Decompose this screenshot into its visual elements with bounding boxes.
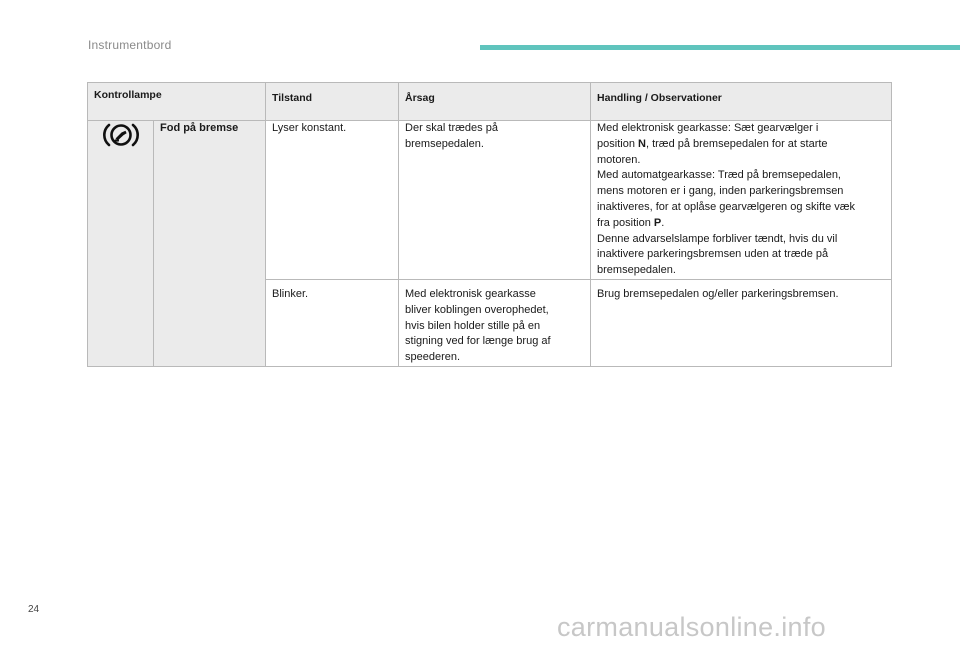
- row1-action: [591, 121, 892, 280]
- page-number: 24: [28, 604, 40, 615]
- row1-cause-line: Der skal trædes på: [405, 122, 498, 134]
- warning-lamp-table: [87, 82, 892, 367]
- row1-action-line: position N, træd på bremsepedalen for at starte: [597, 137, 828, 150]
- row2-cause-line: bliver koblingen overophedet,: [405, 303, 549, 316]
- row1-action-line: Denne advarselslampe forbliver tændt, hvis du vil: [597, 232, 838, 245]
- row1-state: Lyser konstant.: [266, 121, 399, 280]
- row2-cause-line: Med elektronisk gearkasse: [405, 287, 536, 300]
- row2-action-line: Brug bremsepedalen og/eller parkeringsbremsen.: [597, 287, 839, 300]
- gear-position-n: N: [638, 137, 646, 150]
- row1-action-line: bremsepedalen.: [597, 264, 676, 277]
- row1-cause: [399, 121, 591, 280]
- row1-action-line: inaktivere parkeringsbremsen uden at træde på: [597, 248, 829, 261]
- row2-cause-line: speederen.: [405, 351, 461, 364]
- lamp-name: Fod på bremse: [154, 121, 266, 367]
- column-header-arsag: Årsag: [399, 83, 591, 121]
- row1-cause-line: bremsepedalen.: [405, 137, 484, 150]
- row1-action-line: fra position P.: [597, 216, 665, 229]
- row2-cause-line: stigning ved for længe brug af: [405, 335, 551, 348]
- foot-on-brake-warning-icon: [101, 121, 141, 149]
- column-header-kontrollampe: Kontrollampe: [88, 83, 266, 121]
- gear-position-p: P: [653, 216, 662, 229]
- column-header-handling: Handling / Observationer: [591, 83, 892, 121]
- section-title: Instrumentbord: [88, 38, 172, 52]
- column-header-tilstand: Tilstand: [266, 83, 399, 121]
- row2-cause: [399, 279, 591, 366]
- lamp-icon-cell: [88, 121, 154, 367]
- row1-action-line: Med automatgearkasse: Træd på bremsepedalen,: [597, 169, 841, 182]
- row1-action-line: Med elektronisk gearkasse: Sæt gearvælger i: [597, 122, 819, 134]
- row2-cause-line: hvis bilen holder stille på en: [405, 319, 541, 332]
- table-header-row: [88, 83, 892, 121]
- row2-state: Blinker.: [266, 279, 399, 366]
- row2-action: [591, 279, 892, 366]
- row1-action-line: motoren.: [597, 153, 641, 166]
- section-accent-bar: [480, 45, 960, 50]
- row1-action-line: inaktiveres, for at oplåse gearvælgeren og skifte væk: [597, 200, 856, 213]
- table-row: [88, 121, 892, 280]
- row1-action-line: mens motoren er i gang, inden parkeringsbremsen: [597, 185, 844, 198]
- watermark: carmanualsonline.info: [557, 612, 826, 642]
